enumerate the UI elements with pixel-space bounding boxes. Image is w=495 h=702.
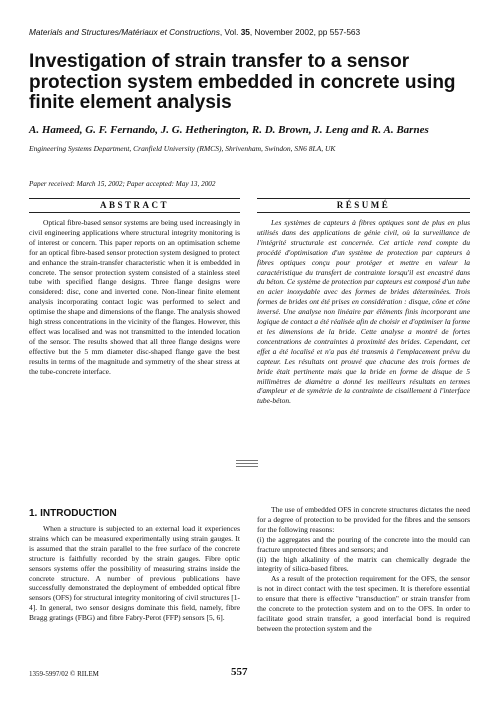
introduction-paragraph-2: The use of embedded OFS in concrete structures dictates the need for a degree of protection to be provided for the fibres and the sensors for the following reasons:: [257, 505, 470, 534]
journal-header: [29, 27, 360, 37]
abstract-heading: ABSTRACT: [29, 198, 240, 213]
page-number: 557: [231, 666, 248, 678]
abstract-text: Optical fibre-based sensor systems are being used increasingly in civil engineering applications where structural integrity monitoring is of interest or concern. This paper reports on an optimisation scheme for an optical fibre-based sensor protection system designed to protect and enhance the strain-transfer characteristic when it is embedded in concrete. The sensor protection system consisted of a stainless steel tube with specified flange designs. Three flange designs were considered: disc, cone and inverted cone. Non-linear finite element analysis incorporating contact logic was performed to select and optimise the shape and dimensions of the flange. The analysis showed high stress concentrations in the vicinity of the flanges. However, this effect was localised and was not transmitted to the intended location of the sensor. The results showed that all three flange designs were effective but the 5 mm diameter disc-shaped flange gave the best results in terms of the magnitude and symmetry of the shear stress at the tube-concrete interface.: [29, 218, 240, 376]
resume-heading: RÉSUMÉ: [257, 198, 470, 213]
journal-volume: 35: [240, 27, 250, 37]
section-divider-ornament: [236, 458, 258, 470]
journal-vol-prefix: , Vol.: [219, 27, 241, 37]
introduction-list-item-1: (i) the aggregates and the pouring of the concrete into the mould can fracture unprotected fibres and sensors; and: [257, 534, 470, 554]
resume-body: [257, 218, 470, 406]
introduction-heading: 1. INTRODUCTION: [29, 508, 117, 519]
introduction-right-column: [257, 505, 470, 634]
affiliation: Engineering Systems Department, Cranfield University (RMCS), Shrivenham, Swindon, SN6 8LA, UK: [29, 144, 336, 153]
received-dates: Paper received: March 15, 2002; Paper accepted: May 13, 2002: [29, 180, 216, 188]
introduction-paragraph-1: When a structure is subjected to an external load it experiences strains which can be measured experimentally using strain gauges. It is assumed that the strain parallel to the free surface of the concrete structure is faithfully recorded by the strain gauges. Fibre optic sensors systems offer the possibility of measuring strains inside the concrete structure. A number of previous publications have successfully demonstrated the deployment of embedded optical fibre sensors (OFS) for structural integrity monitoring of civil structures [1-4]. In general, two sensor designs dominate this field, namely, fibre Bragg gratings (FBG) and fibre Fabry-Perot (FFP) sensors [5, 6].: [29, 524, 241, 623]
journal-name: Materials and Structures/Matériaux et Constructions: [29, 27, 220, 37]
journal-issue-pages: , November 2002, pp 557-563: [249, 27, 361, 37]
issn-copyright: 1359-5997/02 © RILEM: [29, 670, 99, 678]
introduction-left-column: [29, 524, 240, 623]
resume-text: Les systèmes de capteurs à fibres optiques sont de plus en plus utilisés dans des applications de génie civil, où la surveillance de l'intégrité structurale est concernée. Cet article rend compte du procédé d'optimisation d'un système de protection par capteurs à fibres optiques conçu pour protéger et mettre en valeur la caractéristique du transfert de contrainte lorsqu'il est encastré dans du béton. Ce système de protection par capteurs est composé d'un tube en acier inoxydable avec des formes de brides déterminées. Trois formes de brides ont été prises en considération : disque, cône et cône inversé. Une analyse non linéaire par éléments finis incorporant une logique de contact a été réalisée afin de choisir et d'optimiser la forme et les dimensions de la bride. Cette analyse a montré de fortes concentrations de contraintes à proximité des brides. Cependant, cet effet a été localisé et n'a pas été transmis à l'emplacement prévu du capteur. Les résultats ont prouvé que chacune des trois formes de bride était pertinente mais que la bride en forme de disque de 5 millimètres de diamètre a donné les meilleurs résultats en termes d'ampleur et de symétrie de la contrainte de cisaillement à l'interface tube-béton.: [257, 218, 470, 406]
author-list: A. Hameed, G. F. Fernando, J. G. Hetherington, R. D. Brown, J. Leng and R. A. Barnes: [29, 124, 429, 136]
introduction-paragraph-3: As a result of the protection requirement for the OFS, the sensor is not in direct contact with the test specimen. It is therefore essential to ensure that there is effective "transduction" or strain transfer from the concrete to the protection system and on to the OFS. In order to facilitate good strain transfer, a good interfacial bond is required between the protection system and the: [257, 574, 470, 633]
introduction-list-item-2: (ii) the high alkalinity of the matrix can chemically degrade the integrity of silica-based fibres.: [257, 554, 470, 574]
abstract-body: [29, 218, 240, 377]
paper-title: Investigation of strain transfer to a sensor protection system embedded in concrete using finite element analysis: [29, 51, 456, 113]
